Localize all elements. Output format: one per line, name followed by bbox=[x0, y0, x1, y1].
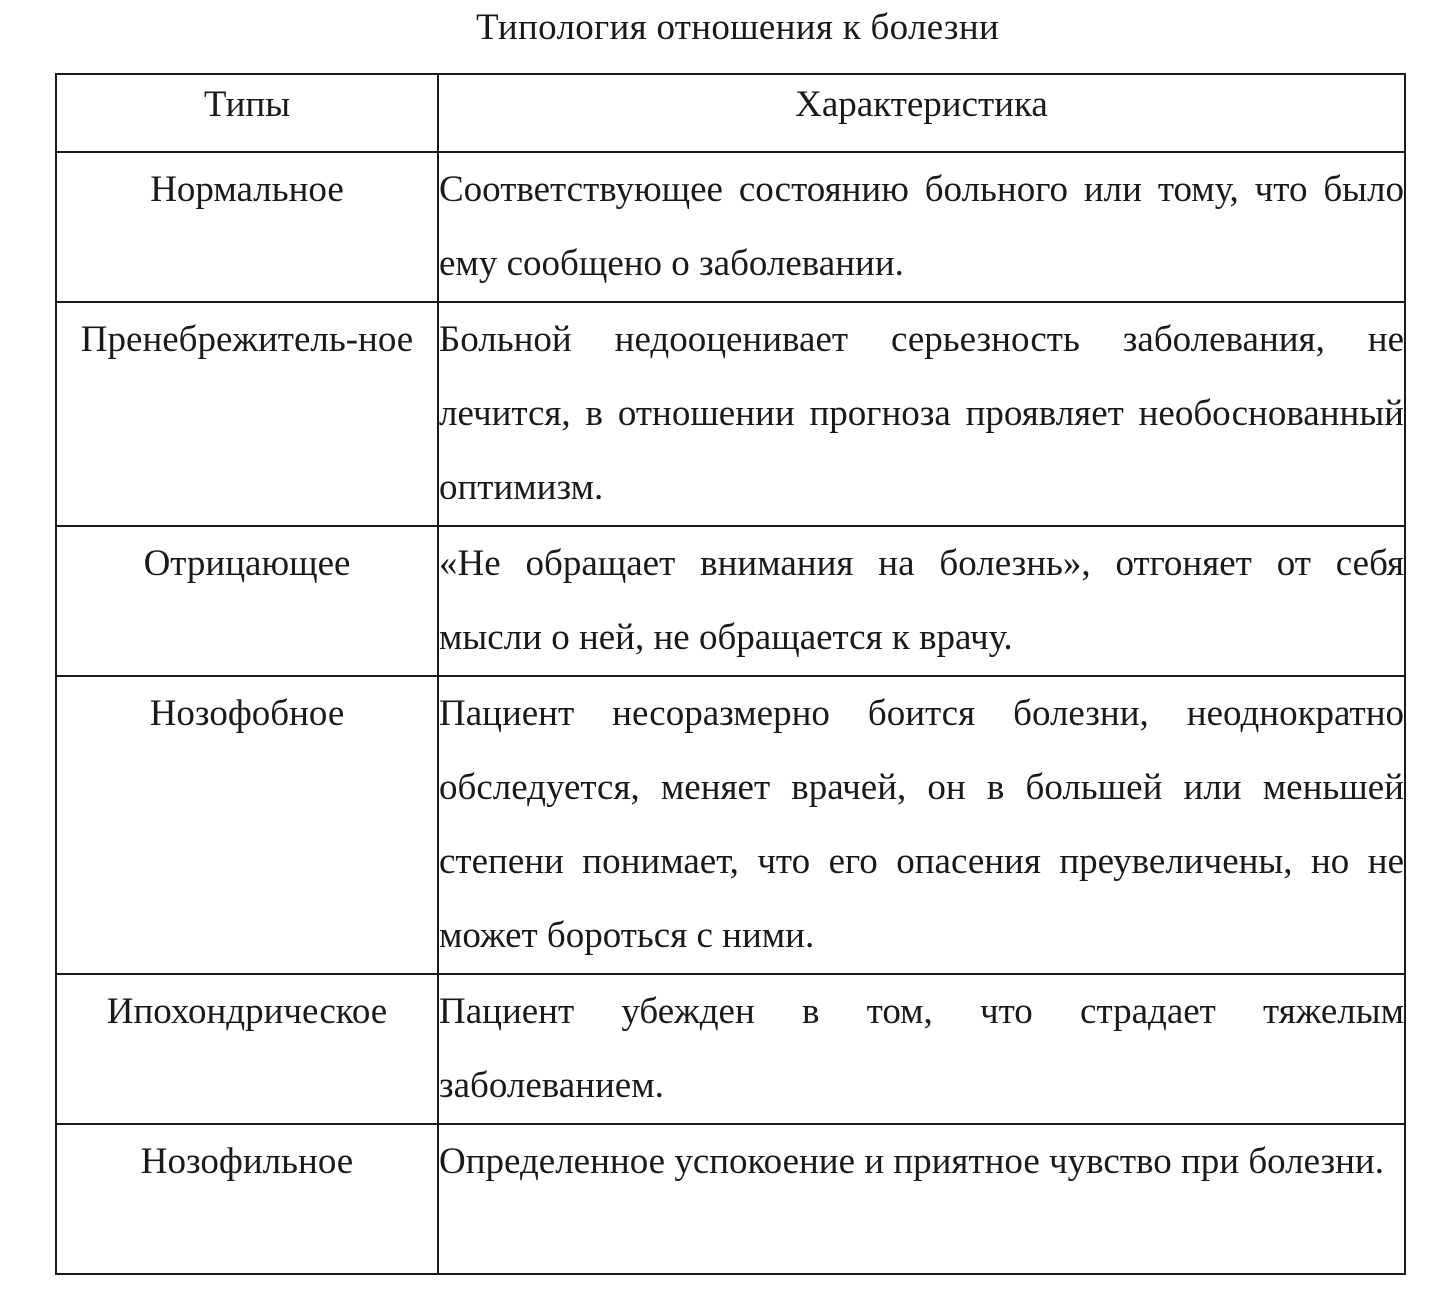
type-cell: Ипохондрическое bbox=[56, 974, 438, 1124]
type-cell: Пренебрежитель-ное bbox=[56, 302, 438, 526]
type-cell: Отрицающее bbox=[56, 526, 438, 676]
type-cell: Нозофильное bbox=[56, 1124, 438, 1274]
characteristic-cell: Определенное успокоение и приятное чувство при болезни. bbox=[438, 1124, 1405, 1274]
characteristic-cell: «Не обращает внимания на болезнь», отгоняет от себя мысли о ней, не обращается к врачу. bbox=[438, 526, 1405, 676]
table-row bbox=[56, 526, 1405, 676]
table-row bbox=[56, 974, 1405, 1124]
column-header-types: Типы bbox=[56, 74, 438, 152]
characteristic-cell: Пациент убежден в том, что страдает тяжелым заболеванием. bbox=[438, 974, 1405, 1124]
page-title: Типология отношения к болезни bbox=[475, 7, 1000, 48]
table-header bbox=[56, 74, 1405, 152]
characteristic-cell: Пациент несоразмерно боится болезни, неоднократно обследуется, меняет врачей, он в большей или меньшей степени понимает, что его опасения преувеличены, но не может бороться с ними. bbox=[438, 676, 1405, 974]
type-cell: Нозофобное bbox=[56, 676, 438, 974]
column-header-characteristic: Характеристика bbox=[438, 74, 1405, 152]
table-row bbox=[56, 1124, 1405, 1274]
characteristic-cell: Соответствующее состоянию больного или тому, что было ему сообщено о заболевании. bbox=[438, 152, 1405, 302]
table-row bbox=[56, 302, 1405, 526]
header-row bbox=[56, 74, 1405, 152]
type-cell: Нормальное bbox=[56, 152, 438, 302]
characteristic-cell: Больной недооценивает серьезность заболевания, не лечится, в отношении прогноза проявляет необоснованный оптимизм. bbox=[438, 302, 1405, 526]
table-row bbox=[56, 676, 1405, 974]
typology-table bbox=[55, 73, 1406, 1275]
table-row bbox=[56, 152, 1405, 302]
